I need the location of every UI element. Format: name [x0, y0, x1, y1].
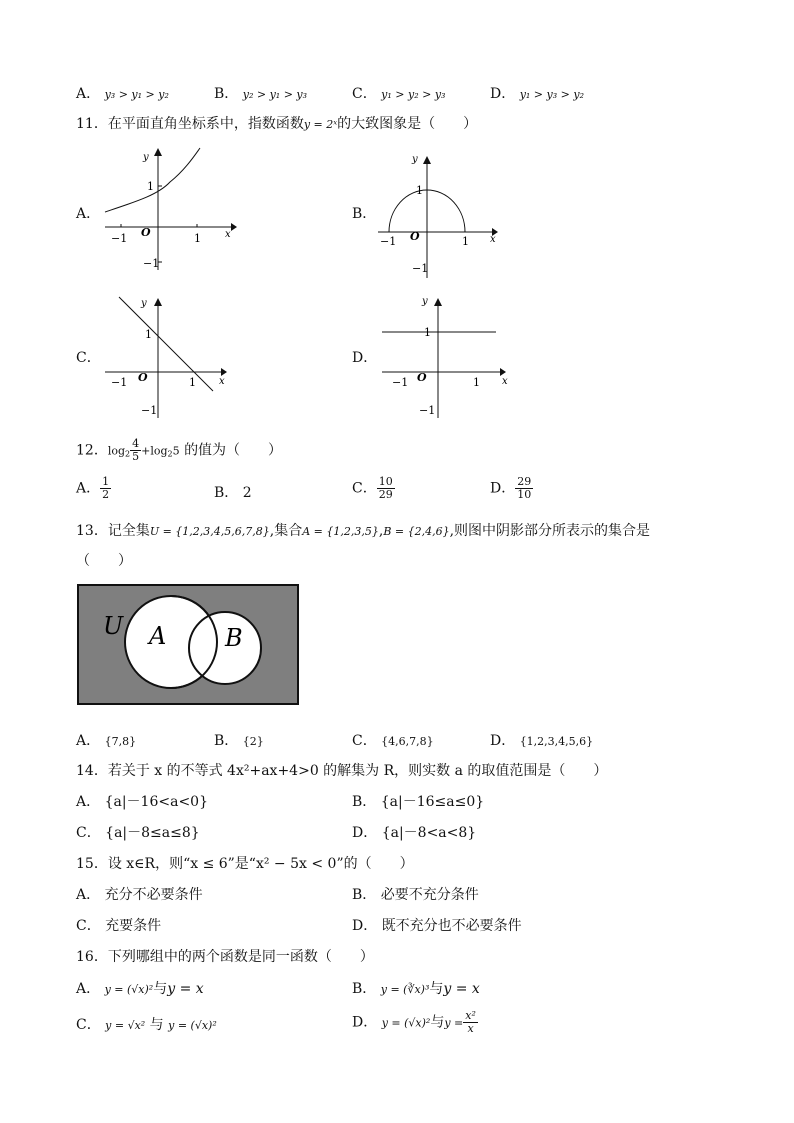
fraction-denominator: 29 [378, 488, 393, 501]
q15-option-b [352, 884, 479, 904]
q13-stem [76, 520, 650, 540]
y-label: y [422, 296, 428, 307]
option-letter: C． [352, 86, 377, 102]
one-label: 1 [424, 326, 431, 339]
option-letter: B． [214, 86, 239, 102]
q12-option-a [76, 476, 111, 501]
option-text: {4,6,7,8} [381, 735, 434, 748]
x-axis-arrow [231, 223, 237, 231]
option-text: {a|－8≤a≤8} [105, 825, 200, 841]
option-text: {a|－16<a<0} [104, 794, 208, 810]
log-fraction [130, 438, 141, 463]
option-text: {a|－16≤a≤0} [380, 794, 485, 810]
option-right: y = x [443, 981, 480, 997]
option-letter: A． [76, 480, 101, 497]
q14-option-b [352, 791, 484, 811]
q16-stem: 16．下列哪组中的两个函数是同一函数（ ） [76, 949, 374, 965]
option-text: {1,2,3,4,5,6} [519, 735, 594, 748]
log-arg: 5 [172, 444, 180, 458]
a-label: A [149, 622, 167, 650]
neg-one-label: −1 [111, 232, 128, 245]
q16-option-b [352, 978, 480, 998]
option-letter: A． [76, 887, 101, 903]
q10-option-b [214, 83, 307, 103]
log-base: 2 [125, 449, 131, 459]
option-text: {a|－8<a<8} [381, 825, 477, 841]
option-letter: D． [352, 918, 378, 934]
fraction-denominator: 2 [102, 488, 110, 501]
q12-number: 12． [76, 442, 108, 459]
x-axis-arrow [500, 368, 506, 376]
option-left: y = (√x)² [104, 983, 154, 996]
q11-graph-d [372, 290, 517, 425]
option-letter: D． [490, 86, 516, 102]
option-letter: B． [352, 981, 377, 997]
option-letter: A． [76, 794, 101, 810]
q14-option-c [76, 822, 200, 842]
q13-stem-line2: （ ） [76, 553, 132, 569]
q16-option-a [76, 978, 204, 998]
fraction-denominator: 5 [132, 450, 140, 463]
q12-stem-post: 的值为（ ） [184, 442, 283, 459]
option-left: y = √x² [105, 1019, 146, 1032]
option-mid: 与 [149, 1017, 164, 1033]
option-letter: C． [76, 825, 101, 841]
set-u: U = {1,2,3,4,5,6,7,8} [149, 525, 270, 538]
one-label: 1 [145, 328, 152, 341]
one-label: 1 [147, 180, 154, 193]
q14-option-d [352, 822, 476, 842]
q12-stem [76, 438, 282, 463]
q15-stem: 15．设 x∈R，则“x ≤ 6”是“x² − 5x < 0”的（ ） [76, 856, 414, 872]
q11-stem-post: 的大致图象是（ ） [337, 116, 478, 132]
option-right: y = x [167, 981, 204, 997]
decreasing-line [119, 297, 213, 391]
option-fraction [463, 1010, 478, 1035]
option-letter: C． [76, 1017, 101, 1033]
fraction-denominator: 10 [517, 488, 532, 501]
y-label: y [143, 152, 149, 163]
q13-venn-diagram [77, 584, 300, 706]
q13-sep: , [378, 523, 384, 539]
q15-option-d [352, 915, 522, 935]
option-letter: D． [352, 1014, 378, 1031]
q10-option-c [352, 83, 445, 103]
option-text: 必要不充分条件 [380, 887, 479, 903]
option-fraction [515, 476, 533, 501]
q11-formula: y = 2ˣ [303, 118, 338, 131]
one-x-label: 1 [194, 232, 201, 245]
fraction-numerator: 1 [102, 475, 110, 488]
q11-label-c: C． [76, 350, 101, 366]
x-label: x [225, 229, 231, 240]
q13-option-a [76, 730, 136, 750]
option-letter: D． [352, 825, 378, 841]
x-label: x [502, 376, 508, 387]
option-letter: A． [76, 733, 101, 749]
fraction-numerator: 29 [517, 475, 532, 488]
q11-graph-c [95, 290, 245, 425]
option-mid: 与 [430, 1014, 445, 1031]
b-label: B [225, 624, 243, 652]
option-value: 2 [242, 485, 252, 501]
neg-one-label: −1 [392, 376, 409, 389]
option-letter: C． [76, 918, 101, 934]
origin-label: O [141, 226, 151, 239]
neg-one-label: −1 [380, 235, 397, 248]
q15-option-c [76, 915, 161, 935]
log-prefix: log [107, 444, 126, 458]
origin-label: O [410, 230, 420, 243]
origin-label: O [138, 371, 148, 384]
set-b: B = {2,4,6} [383, 525, 450, 538]
x-label: x [219, 376, 225, 387]
option-fraction [100, 476, 111, 501]
option-letter: D． [490, 733, 516, 749]
q14-stem: 14．若关于 x 的不等式 4x²+ax+4>0 的解集为 R，则实数 a 的取值范围是（ ） [76, 763, 608, 779]
y-axis-arrow [154, 148, 162, 156]
q13-stem-end: ,则图中阴影部分所表示的集合是 [449, 523, 651, 539]
q11-graph-b [372, 148, 507, 283]
one-x-label: 1 [473, 376, 480, 389]
q13-option-d [490, 730, 593, 750]
option-text: {2} [242, 735, 264, 748]
q16-option-c [76, 1014, 217, 1034]
q13-stem-start: 13．记全集 [76, 523, 150, 539]
y-label: y [141, 298, 147, 309]
option-letter: B． [352, 794, 377, 810]
option-letter: D． [490, 480, 516, 497]
q13-option-b [214, 730, 264, 750]
log-base-2: 2 [167, 449, 173, 459]
q13-option-c [352, 730, 434, 750]
q11-stem-pre: 11．在平面直角坐标系中，指数函数 [76, 116, 304, 132]
option-text: y₁ > y₂ > y₃ [381, 88, 446, 101]
q14-option-a [76, 791, 208, 811]
option-mid: 与 [429, 981, 444, 997]
option-right: y = (√x)² [168, 1019, 217, 1032]
neg-one-y-label: −1 [419, 404, 436, 417]
option-fraction [377, 476, 395, 501]
option-text: 既不充分也不必要条件 [381, 918, 522, 934]
neg-one-label: −1 [111, 376, 128, 389]
one-label: 1 [416, 184, 423, 197]
one-x-label: 1 [462, 235, 469, 248]
origin-label: O [417, 371, 427, 384]
x-label: x [490, 234, 496, 245]
q11-label-a: A． [76, 206, 101, 222]
option-letter: B． [214, 733, 239, 749]
u-label: U [103, 612, 124, 640]
q13-mid: ,集合 [269, 523, 303, 539]
fraction-numerator: x² [465, 1009, 476, 1022]
q12-option-b [214, 482, 252, 502]
option-letter: B． [352, 887, 377, 903]
set-a: A = {1,2,3,5} [302, 525, 379, 538]
y-axis-arrow [434, 298, 442, 306]
y-label: y [412, 154, 418, 165]
q10-option-d [490, 83, 584, 103]
option-mid: 与 [153, 981, 168, 997]
option-right-pre: y = [444, 1016, 464, 1030]
log-plus: +log [141, 444, 168, 458]
q11-label-d: D． [352, 350, 378, 366]
option-text: y₂ > y₁ > y₃ [242, 88, 308, 101]
fraction-denominator: x [467, 1022, 474, 1035]
option-letter: A． [76, 86, 101, 102]
option-text: 充分不必要条件 [104, 887, 203, 903]
fraction-numerator: 4 [132, 437, 140, 450]
option-letter: B． [214, 485, 239, 501]
one-x-label: 1 [189, 376, 196, 389]
q11-stem [76, 113, 477, 133]
option-text: {7,8} [104, 735, 137, 748]
q16-option-d [352, 1010, 478, 1035]
q15-option-a [76, 884, 203, 904]
q12-option-c [352, 476, 395, 501]
option-text: 充要条件 [105, 918, 162, 934]
option-letter: A． [76, 981, 101, 997]
x-axis-arrow [221, 368, 227, 376]
neg-one-y-label: −1 [141, 404, 158, 417]
neg-one-y-label: −1 [412, 262, 429, 275]
option-left: y = (∛x)³ [380, 983, 430, 996]
option-left: y = (√x)² [381, 1016, 431, 1030]
q11-label-b: B． [352, 206, 377, 222]
option-letter: C． [352, 480, 377, 497]
y-axis-arrow [423, 156, 431, 164]
fraction-numerator: 10 [378, 475, 393, 488]
q11-graph-a [95, 140, 245, 275]
q12-option-d [490, 476, 533, 501]
neg-one-y-label: −1 [143, 257, 160, 270]
option-text: y₃ > y₁ > y₂ [104, 88, 169, 101]
q10-option-a [76, 83, 169, 103]
option-letter: C． [352, 733, 377, 749]
option-text: y₁ > y₃ > y₂ [519, 88, 584, 101]
y-axis-arrow [154, 298, 162, 306]
